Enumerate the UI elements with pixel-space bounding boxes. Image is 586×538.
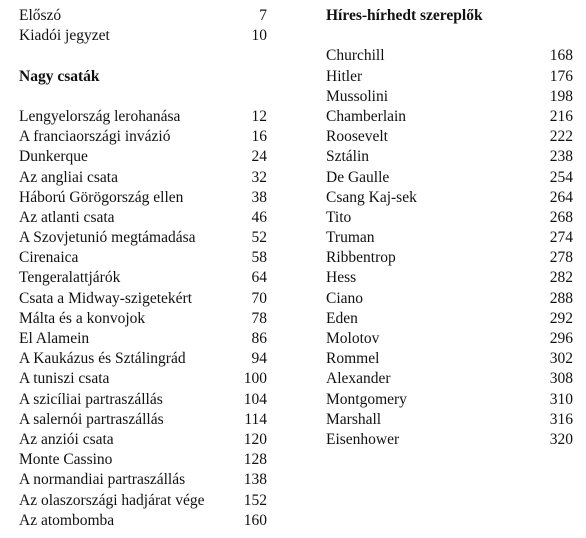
toc-entry (326, 268, 573, 288)
toc-entry-page: 264 (549, 188, 573, 206)
toc-entry-title: A normandiai partraszállás (19, 471, 186, 489)
toc-entry-page: 254 (549, 168, 573, 186)
toc-entry-page: 24 (251, 148, 267, 166)
toc-entry (19, 470, 267, 490)
toc-entry-title: A Kaukázus és Sztálingrád (19, 350, 186, 368)
toc-entry (326, 67, 573, 87)
toc-entry (326, 46, 573, 66)
toc-entry (326, 127, 573, 147)
toc-entry-title: Csang Kaj-sek (326, 188, 417, 206)
toc-entry (326, 369, 573, 389)
toc-entry-title: Háború Görögország ellen (19, 188, 184, 206)
toc-entry-title: A franciaországi invázió (19, 128, 171, 146)
toc-entry-title: Kiadói jegyzet (19, 27, 110, 45)
toc-entry-title: Tengeralattjárók (19, 269, 121, 287)
toc-entry (19, 349, 267, 369)
toc-entry (326, 289, 573, 309)
toc-entry-title: Roosevelt (326, 128, 388, 146)
toc-entry-title: Csata a Midway-szigetekért (19, 289, 193, 307)
toc-entry (19, 168, 267, 188)
toc-entry-page: 198 (549, 87, 573, 105)
toc-entry (326, 329, 573, 349)
toc-entry-page: 292 (549, 309, 573, 327)
battles-list (19, 107, 267, 531)
toc-entry-title: Sztálin (326, 148, 370, 166)
toc-entry (19, 450, 267, 470)
toc-entry-page: 138 (243, 471, 267, 489)
toc-entry-page: 302 (549, 350, 573, 368)
toc-entry-page: 12 (251, 107, 267, 125)
toc-entry-title: Az atlanti csata (19, 208, 115, 226)
toc-entry (326, 87, 573, 107)
toc-entry-title: El Alamein (19, 330, 90, 347)
toc-entry-page: 78 (251, 309, 267, 327)
toc-entry-page: 114 (244, 410, 267, 428)
toc-entry (19, 208, 267, 228)
toc-entry-foreword (19, 6, 267, 26)
toc-entry-page: 308 (549, 370, 573, 388)
toc-entry-title: A tuniszi csata (19, 370, 110, 388)
toc-entry-page: 32 (251, 168, 267, 186)
toc-entry-page: 94 (251, 350, 267, 368)
toc-entry (326, 228, 573, 248)
toc-entry (326, 107, 573, 127)
toc-entry-page: 268 (549, 208, 573, 226)
toc-entry-title: Mussolini (326, 87, 389, 105)
toc-entry-title: Molotov (326, 330, 380, 347)
toc-entry-title: Rommel (326, 350, 380, 368)
section-heading-figures: Híres-hírhedt szereplők (326, 7, 483, 24)
toc-entry-page: 152 (243, 491, 267, 509)
toc-entry-title: Az olaszországi hadjárat vége (19, 491, 205, 509)
toc-entry-page: 10 (251, 27, 267, 45)
toc-entry-page: 160 (243, 511, 267, 529)
toc-entry-title: Ribbentrop (326, 249, 396, 267)
toc-right-column (326, 6, 573, 450)
section-heading-battles: Nagy csaták (19, 67, 100, 85)
toc-entry-title: Marshall (326, 410, 382, 428)
toc-entry (19, 309, 267, 329)
toc-entry-title: Monte Cassino (19, 451, 113, 469)
toc-entry (326, 430, 573, 450)
toc-entry (19, 289, 267, 309)
toc-entry (19, 228, 267, 248)
toc-entry (326, 410, 573, 430)
spacer (19, 87, 267, 107)
toc-entry-title: De Gaulle (326, 168, 390, 186)
toc-entry-page: 52 (251, 229, 267, 247)
toc-entry-title: Dunkerque (19, 148, 88, 166)
toc-entry-page: 176 (549, 67, 573, 85)
toc-entry (19, 147, 267, 167)
spacer (19, 46, 267, 66)
toc-entry (19, 268, 267, 288)
toc-entry (19, 188, 267, 208)
toc-entry (19, 107, 267, 127)
toc-entry-title: Hess (326, 269, 357, 287)
toc-entry-title: Montgomery (326, 390, 407, 408)
toc-entry-page: 216 (549, 107, 573, 125)
toc-entry-page: 296 (549, 330, 573, 347)
toc-entry-page: 168 (549, 47, 573, 65)
toc-entry-title: Előszó (19, 7, 62, 24)
toc-entry (326, 248, 573, 268)
toc-entry-page: 316 (549, 410, 573, 428)
spacer (326, 26, 573, 46)
toc-entry-title: Az anziói csata (19, 430, 114, 448)
toc-left-column (19, 6, 267, 531)
toc-entry-title: Tito (326, 208, 352, 226)
toc-entry-title: Cirenaica (19, 249, 79, 267)
toc-entry-page: 222 (549, 128, 573, 146)
toc-entry (19, 248, 267, 268)
toc-entry-title: Az angliai csata (19, 168, 118, 186)
toc-entry-title: Eisenhower (326, 430, 400, 448)
toc-entry-title: A szicíliai partraszállás (19, 390, 163, 408)
toc-entry-page: 104 (243, 390, 267, 408)
toc-entry-page: 282 (549, 269, 573, 287)
toc-entry (326, 147, 573, 167)
toc-entry (19, 369, 267, 389)
toc-entry-title: Eden (326, 309, 358, 327)
toc-entry (326, 349, 573, 369)
toc-entry-page: 274 (549, 229, 573, 247)
toc-entry-title: Lengyelország lerohanása (19, 107, 181, 125)
toc-entry-page: 288 (549, 289, 573, 307)
toc-entry-page: 310 (549, 390, 573, 408)
toc-entry (19, 511, 267, 531)
toc-entry-page: 38 (251, 188, 267, 206)
toc-entry (326, 390, 573, 410)
toc-entry-page: 46 (251, 208, 267, 226)
toc-entry-page: 120 (243, 430, 267, 448)
toc-entry (19, 430, 267, 450)
toc-entry (19, 329, 267, 349)
toc-entry (19, 390, 267, 410)
toc-entry (326, 208, 573, 228)
toc-entry-page: 86 (251, 330, 267, 347)
toc-entry-page: 100 (243, 370, 267, 388)
toc-entry-page: 278 (549, 249, 573, 267)
toc-entry (326, 168, 573, 188)
toc-entry-title: Chamberlain (326, 107, 407, 125)
toc-entry-page: 58 (251, 249, 267, 267)
toc-entry (19, 410, 267, 430)
toc-entry-title: Truman (326, 229, 375, 247)
toc-entry (19, 491, 267, 511)
toc-entry-title: Hitler (326, 67, 363, 85)
toc-entry-page: 64 (251, 269, 267, 287)
toc-entry-page: 7 (259, 7, 267, 24)
toc-entry-title: Ciano (326, 289, 364, 307)
toc-entry-title: Churchill (326, 47, 385, 65)
toc-entry-page: 320 (549, 430, 573, 448)
toc-entry-title: Az atombomba (19, 511, 115, 529)
toc-entry-publisher-note (19, 26, 267, 46)
toc-entry-title: Alexander (326, 370, 391, 388)
toc-entry-page: 128 (243, 451, 267, 469)
toc-entry (19, 127, 267, 147)
toc-entry-page: 70 (251, 289, 267, 307)
toc-entry-title: A salernói partraszállás (19, 410, 164, 428)
toc-entry-title: Málta és a konvojok (19, 309, 146, 327)
toc-entry-page: 16 (251, 128, 267, 146)
toc-entry-title: A Szovjetunió megtámadása (19, 229, 196, 247)
toc-entry (326, 188, 573, 208)
toc-entry-page: 238 (549, 148, 573, 166)
figures-list (326, 46, 573, 450)
toc-entry (326, 309, 573, 329)
